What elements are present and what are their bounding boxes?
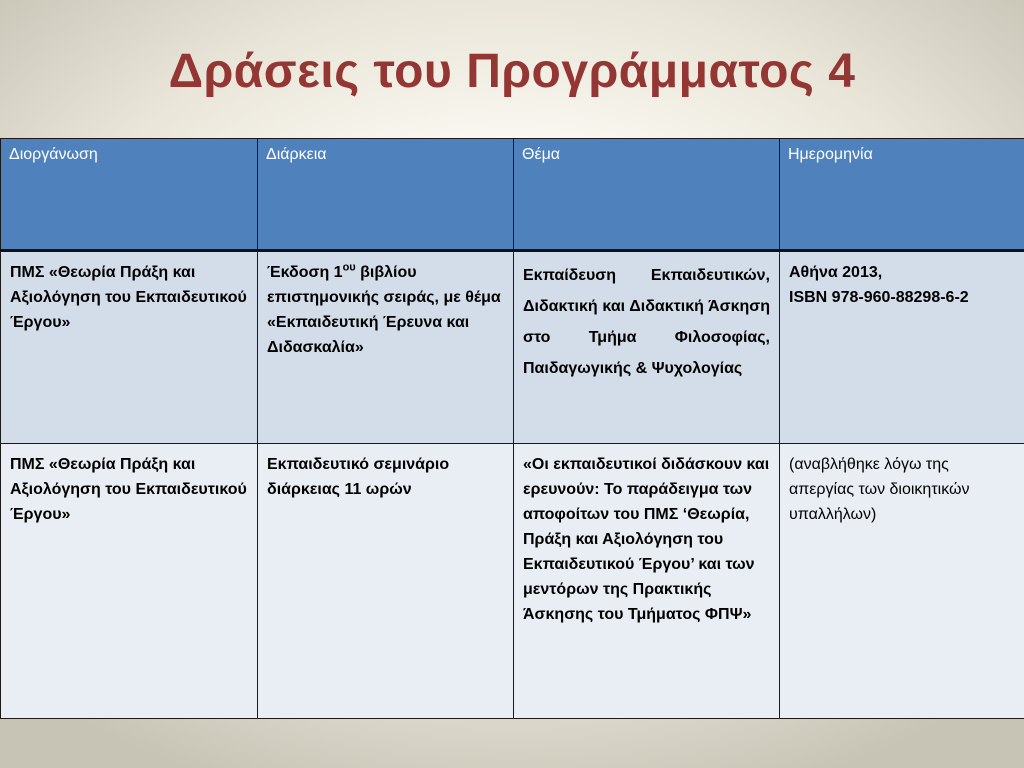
- header-organizer: Διοργάνωση: [1, 139, 258, 251]
- actions-table: [0, 138, 1024, 719]
- duration-superscript: ου: [342, 261, 356, 274]
- table-header-row: [1, 139, 1024, 251]
- table-row: [1, 444, 1024, 719]
- duration-text-end: βιβλίου επιστημονικής σειράς, με θέμα «Εκπαιδευτική Έρευνα και Διδασκαλία»: [267, 264, 501, 356]
- cell-topic: Εκπαίδευση Εκπαιδευτικών, Διδακτική και Διδακτική Άσκηση στο Τμήμα Φιλοσοφίας, Παιδαγωγικής & Ψυχολογίας: [514, 251, 780, 444]
- actions-table-container: [0, 138, 1024, 719]
- cell-organizer: ΠΜΣ «Θεωρία Πράξη και Αξιολόγηση του Εκπαιδευτικού Έργου»: [1, 251, 258, 444]
- duration-text-start: Έκδοση 1: [267, 264, 343, 281]
- cell-topic: «Οι εκπαιδευτικοί διδάσκουν και ερευνούν: Το παράδειγμα των αποφοίτων του ΠΜΣ ‘Θεωρία, Πράξη και Αξιολόγηση του Εκπαιδευτικού Έργου’ και των μεντόρων της Πρακτικής Άσκησης του Τμήματος ΦΠΨ»: [514, 444, 780, 719]
- cell-date: Αθήνα 2013, ISBN 978-960-88298-6-2: [780, 251, 1024, 444]
- slide-title: Δράσεις του Προγράμματος 4: [168, 45, 856, 98]
- cell-duration: [258, 251, 514, 444]
- header-duration: Διάρκεια: [258, 139, 514, 251]
- cell-date: (αναβλήθηκε λόγω της απεργίας των διοικητικών υπαλλήλων): [780, 444, 1024, 719]
- header-date: Ημερομηνία: [780, 139, 1024, 251]
- cell-organizer: ΠΜΣ «Θεωρία Πράξη και Αξιολόγηση του Εκπαιδευτικού Έργου»: [1, 444, 258, 719]
- cell-duration: Εκπαιδευτικό σεμινάριο διάρκειας 11 ωρών: [258, 444, 514, 719]
- header-topic: Θέμα: [514, 139, 780, 251]
- table-row: [1, 251, 1024, 444]
